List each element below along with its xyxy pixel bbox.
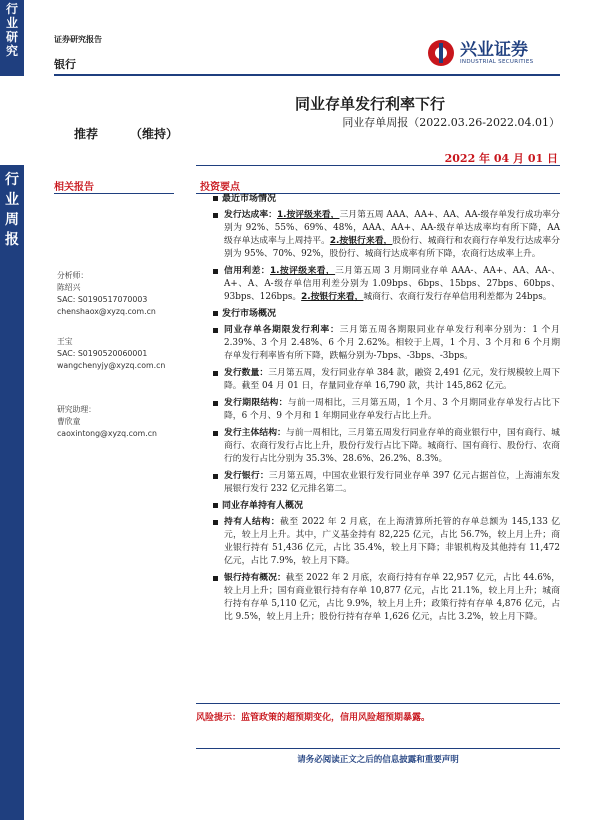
analyst-role: 研究助理：	[57, 405, 96, 414]
disclaimer-footer: 请务必阅读正文之后的信息披露和重要声明	[297, 755, 459, 765]
item-text: 截至 2022 年 2 月底，农商行持有存单 22,957 亿元，占比 44.6%，较上月上升；国有商业银行持有存单 10,877 亿元，占比 21.1%，较上月上升；城商行持有存单 5,110 亿元，占比 9.9%，较上月上升；政策行持有存单 4,876 亿元，占比 9.5%，较上月上升；股份行持有存单 1,626 亿元，占比 3.2%，较上月下降。	[224, 573, 560, 622]
item-lead: 银行持有概况：	[224, 573, 286, 583]
risk-rule	[196, 703, 560, 704]
analyst-role: 分析师：	[57, 271, 89, 280]
item-lead: 持有人结构：	[224, 517, 281, 527]
sidebar-char: 业	[5, 16, 18, 30]
report-type: 证券研究报告	[54, 35, 102, 44]
related-reports-heading: 相关报告	[54, 182, 94, 193]
item-text: 与前一周相比，三月第五周，1 个月、3 个月期同业存单发行占比下降，6 个月、9 个月和 1 年期同业存单发行占比上升。	[224, 398, 560, 421]
sidebar-category-band	[0, 165, 24, 820]
report-subtitle: 同业存单周报（2022.03.26-2022.04.01）	[342, 116, 560, 129]
section-title: 最近市场情况	[213, 193, 560, 206]
analyst-sac: SAC: S0190517070003	[57, 295, 148, 304]
item-text: 三月第五周，发行同业存单 384 款，融资 2,491 亿元，发行规模较上周下降。截至 04 月 01 日，存量同业存单 16,790 款，共计 145,862 亿元。	[224, 368, 560, 391]
sidebar-char: 周	[5, 212, 19, 228]
rating-label: 推荐	[74, 127, 99, 141]
section-title: 同业存单持有人概况	[213, 500, 560, 513]
item-lead: 发行银行：	[224, 471, 269, 481]
analyst-email[interactable]: caoxintong@xyzq.com.cn	[57, 429, 157, 438]
logo-mark-icon	[428, 40, 454, 66]
item-text: 1.按评级来看，三月第五周 AAA、AA+、AA、AA-级存单发行成功率分别为 92%、55%、69%、48%，AAA、AA+、AA-级存单达成率均有所下降，AA 级存单达成率与上周持平。2.按银行来看，股份行、城商行和农商行存单发行达成率分别为 95%、70%、92%，股份行、城商行达成率有所下降，农商行达成率上升。	[224, 210, 560, 259]
analyst-name: 曹欣童	[57, 417, 81, 426]
logo-sub: INDUSTRIAL SECURITIES	[460, 59, 534, 65]
company-logo	[428, 37, 558, 69]
logo-name: 兴业证券	[460, 40, 528, 60]
sidebar-char: 报	[5, 232, 19, 248]
analyst-email[interactable]: chenshaox@xyzq.com.cn	[57, 307, 156, 316]
analyst-sac: SAC: S0190520060001	[57, 349, 148, 358]
list-item	[210, 324, 560, 363]
sidebar-char: 行	[5, 2, 18, 16]
risk-note: 风险提示：监管政策的超预期变化，信用风险超预期暴露。	[196, 713, 431, 723]
analyst-block	[57, 270, 177, 318]
footer-rule	[196, 748, 560, 749]
list-item	[210, 397, 560, 423]
rating-value: （维持）	[130, 127, 179, 141]
analyst-email[interactable]: wangchenyjy@xyzq.com.cn	[57, 361, 166, 370]
section-title: 发行市场概况	[213, 308, 560, 321]
item-text: 与前一周相比，三月第五周发行同业存单的商业银行中，国有商行、城商行、农商行发行占比上升，股份行发行占比下降。城商行、国有商行、股份行、农商行的发行占比分别为 35.3%、28.6%、26.2%、8.3%。	[224, 428, 560, 464]
list-item	[210, 265, 560, 304]
item-text: 三月第五周，中国农业银行发行同业存单 397 亿元占据首位，上海浦东发展银行发行 232 亿元排名第二。	[224, 471, 560, 494]
item-lead: 发行期限结构：	[224, 398, 288, 408]
analyst-name: 王宝	[57, 337, 73, 346]
list-item	[210, 427, 560, 466]
list-item	[210, 516, 560, 568]
date-rule	[196, 165, 560, 166]
item-lead: 同业存单各期限发行利率：	[224, 325, 340, 335]
sidebar-char: 研	[5, 30, 18, 44]
item-lead: 发行达成率：	[224, 210, 277, 220]
industry-label: 银行	[54, 58, 76, 71]
analyst-block	[57, 336, 177, 372]
highlights-content	[210, 193, 560, 628]
header-rule	[54, 74, 560, 76]
item-text: 截至 2022 年 2 月底，在上海清算所托管的存单总额为 145,133 亿元，较上月上升。其中，广义基金持有 82,225 亿元，占比 56.7%，较上月上升；商业银行持有 51,436 亿元，占比 35.4%，较上月下降；非银机构及其他持有 11,472 亿元，占比 7.9%，较上月下降。	[224, 517, 560, 566]
list-item	[210, 572, 560, 624]
item-text: 三月第五周各期限同业存单发行利率分别为：1 个月 2.39%、3 个月 2.48%、6 个月 2.62%。相较于上周，1 个月、3 个月和 6 个月期存单发行利率皆有所下降，跌幅分别为-7bps、-3bps、-3bps。	[224, 325, 560, 361]
report-title: 同业存单发行利率下行	[294, 95, 445, 113]
item-lead: 发行数量：	[224, 368, 269, 378]
list-item	[210, 367, 560, 393]
analyst-block	[57, 404, 177, 440]
list-item	[210, 470, 560, 496]
related-rule	[54, 193, 174, 194]
sidebar-char: 究	[5, 44, 18, 58]
sidebar-char: 业	[5, 192, 19, 208]
report-date: 2022 年 04 月 01 日	[444, 152, 558, 165]
investment-highlights-heading: 投资要点	[200, 182, 240, 193]
sidebar-top-band	[0, 0, 24, 76]
item-lead: 信用利差：	[224, 266, 271, 276]
item-text: 1.按评级来看，三月第五周 3 月期同业存单 AAA-、AA+、AA、AA-、A+、A、A-级存单信用利差分别为 1.09bps、6bps、15bps、27bps、60bps、93bps、126bps。2.按银行来看，城商行、农商行发行存单信用利差都为 24bps。	[224, 266, 560, 302]
sidebar-char: 行	[5, 172, 19, 188]
item-lead: 发行主体结构：	[224, 428, 286, 438]
list-item	[210, 209, 560, 261]
analyst-name: 陈绍兴	[57, 283, 81, 292]
